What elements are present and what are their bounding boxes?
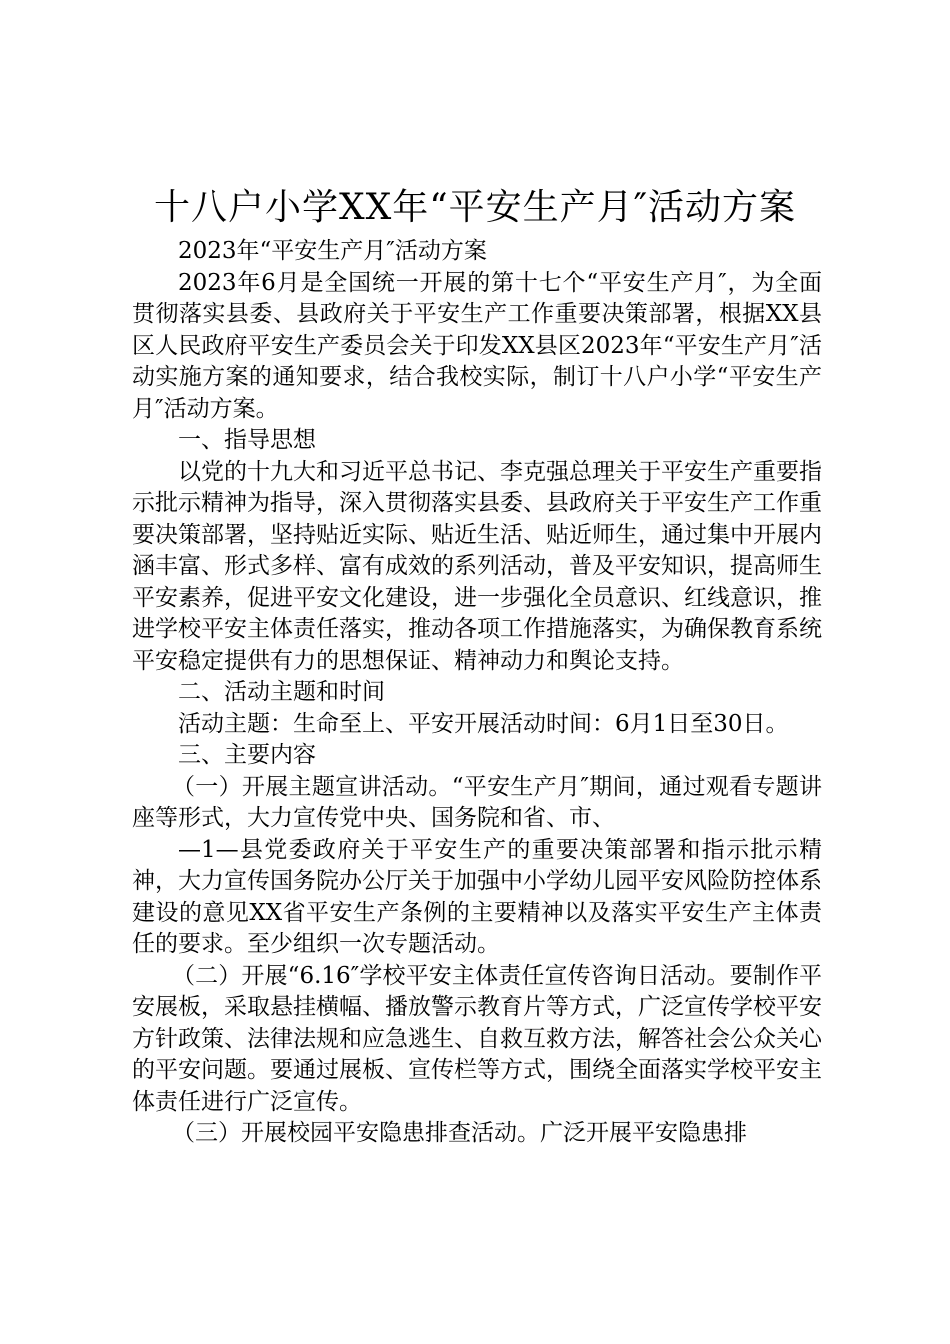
document-body — [132, 236, 822, 1150]
intro-paragraph: 2023年6月是全国统一开展的第十七个“平安生产月″，为全面贯彻落实县委、县政府关于平安生产工作重要决策部署，根据XX县区人民政府平安生产委员会关于印发XX县区2023年“平安生产月″活动实施方案的通知要求，结合我校实际，制订十八户小学“平安生产月″活动方案。 — [132, 269, 822, 422]
theme-and-time-paragraph: 活动主题：生命至上、平安开展活动时间：6月1日至30日。 — [178, 710, 789, 737]
section-heading-main-content: 三、主要内容 — [178, 742, 316, 768]
section-heading-guiding-ideology: 一、指导思想 — [178, 427, 316, 453]
document-title: 十八户小学XX年“平安生产月″活动方案 — [153, 187, 797, 228]
section-heading-theme-and-time: 二、活动主题和时间 — [178, 679, 385, 705]
content-item-3-paragraph: （三）开展校园平安隐患排查活动。广泛开展平安隐患排 — [172, 1120, 747, 1146]
subtitle-paragraph: 2023年“平安生产月″活动方案 — [178, 238, 487, 264]
guiding-ideology-paragraph: 以党的十九大和习近平总书记、李克强总理关于平安生产重要指示批示精神为指导，深入贯彻落实县委、县政府关于平安生产工作重要决策部署，坚持贴近实际、贴近生活、贴近师生，通过集中开展内涵丰富、形式多样、富有成效的系列活动，普及平安知识，提高师生平安素养，促进平安文化建设，进一步强化全员意识、红线意识，推进学校平安主体责任落实，推动各项工作措施落实，为确保教育系统平安稳定提供有力的思想保证、精神动力和舆论支持。 — [132, 458, 822, 674]
content-item-1-continued-paragraph: —1—县党委政府关于平安生产的重要决策部署和指示批示精神，大力宣传国务院办公厅关于加强中小学幼儿园平安风险防控体系建设的意见XX省平安生产条例的主要精神以及落实平安生产主体责任的要求。至少组织一次专题活动。 — [132, 836, 822, 957]
content-item-1-paragraph: （一）开展主题宣讲活动。“平安生产月″期间，通过观看专题讲座等形式，大力宣传党中央、国务院和省、市、 — [132, 773, 822, 831]
content-item-2-paragraph: （二）开展“6.16″学校平安主体责任宣传咨询日活动。要制作平安展板，采取悬挂横幅、播放警示教育片等方式，广泛宣传学校平安方针政策、法律法规和应急逃生、自救互救方法，解答社会公众关心的平安问题。要通过展板、宣传栏等方式，围绕全面落实学校平安主体责任进行广泛宣传。 — [132, 962, 822, 1115]
